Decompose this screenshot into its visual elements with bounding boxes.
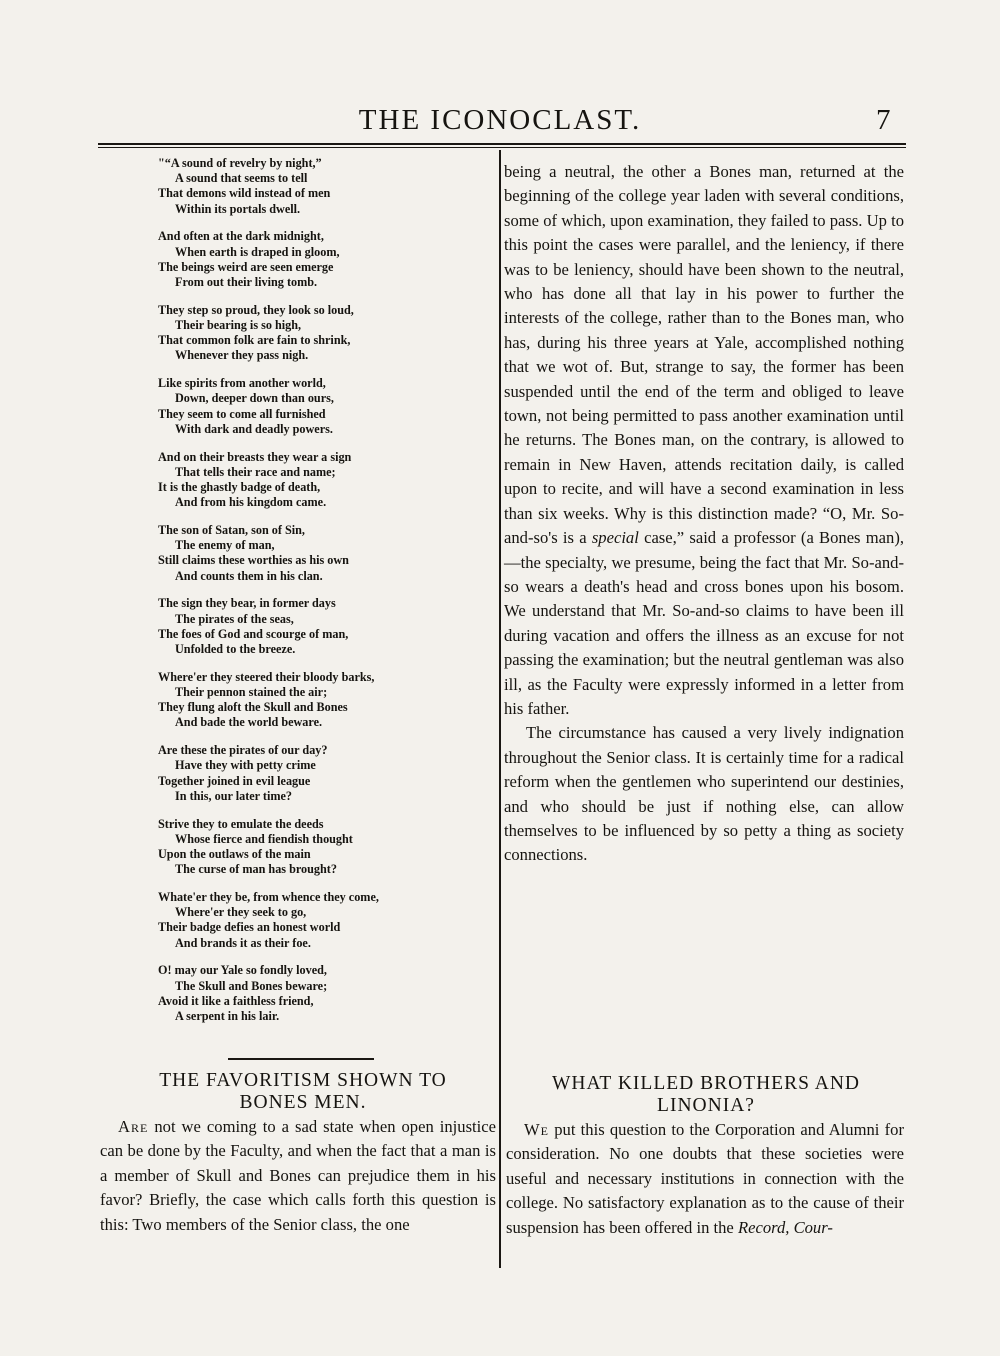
poem-stanza	[158, 523, 458, 584]
italic-text: Record, Cour-	[737, 1217, 833, 1237]
poem-line: Unfolded to the breeze.	[175, 642, 296, 657]
poem-line: In this, our later time?	[175, 788, 293, 803]
poem-line: Strive they to emulate the deeds	[158, 816, 324, 831]
poem-line: Still claims these worthies as his own	[158, 553, 349, 568]
poem-line: It is the ghastly badge of death,	[158, 480, 321, 495]
lead-word: Are	[118, 1117, 149, 1136]
poem-line: Whenever they pass nigh.	[175, 348, 309, 363]
poem-line: Together joined in evil league	[158, 773, 311, 788]
poem-line: That tells their race and name;	[175, 464, 336, 479]
poem-line: Within its portals dwell.	[175, 201, 301, 216]
poem-line: The son of Satan, son of Sin,	[158, 523, 305, 538]
poem-stanza	[158, 376, 458, 437]
article-continuation	[504, 160, 904, 868]
poem-line: Whate'er they be, from whence they come,	[158, 890, 379, 905]
poem-line: When earth is draped in gloom,	[175, 244, 340, 259]
poem-line: The sign they bear, in former days	[158, 596, 336, 611]
poem-line: Where'er they seek to go,	[175, 905, 307, 920]
section-divider	[228, 1058, 374, 1060]
poem-line: The enemy of man,	[175, 538, 275, 553]
poem-stanza	[158, 963, 458, 1024]
column-rule	[499, 150, 501, 1268]
poem-line: Where'er they steered their bloody barks,	[158, 669, 375, 684]
paragraph-text: being a neutral, the other a Bones man, returned at the beginning of the college year laden with several conditions, some of which, upon examination, they failed to pass. Up to this point the cases were parallel, and the leniency, if there was to be leniency, should have been shown to the neutral, who has done all that lay in his power to further the interests of the college, rather than to the Bones man, who has, during his three years at Yale, accomplished nothing that we wot of. But, strange to say, the former has been suspended until the end of the term and obliged to leave town, not being permitted to pass another examination until he returns. The Bones man, on the contrary, is allowed to remain in New Haven, attends recitation daily, is called upon to recite, and will have a second examination in less than six weeks. Why is this distinction made? “O, Mr. So-and-so's is a	[504, 162, 904, 548]
heading-line: WHAT KILLED BROTHERS AND	[551, 1073, 860, 1094]
italic-text: special	[591, 528, 639, 548]
poem-line: They flung aloft the Skull and Bones	[158, 700, 348, 715]
poem-line: And often at the dark midnight,	[158, 229, 324, 244]
poem-stanza	[158, 817, 458, 878]
poem-line: From out their living tomb.	[175, 275, 318, 290]
poem-line: Upon the outlaws of the main	[158, 847, 311, 862]
heading-line: LINONIA?	[657, 1095, 755, 1116]
article-body-favoritism	[100, 1115, 496, 1237]
poem-line: Their badge defies an honest world	[158, 920, 341, 935]
poem-stanza	[158, 303, 458, 364]
poem-line: And on their breasts they wear a sign	[158, 449, 352, 464]
poem-line: Avoid it like a faithless friend,	[158, 993, 314, 1008]
poem-stanza	[158, 450, 458, 511]
poem-line: Their pennon stained the air;	[175, 685, 328, 700]
poem-line: Whose fierce and fiendish thought	[175, 831, 353, 846]
poem-line: The foes of God and scourge of man,	[158, 626, 349, 641]
paragraph-text: case,” said a professor (a Bones man),—the specialty, we presume, being the fact that Mr. So-and-so wears a death's head and cross bones upon his bosom. We understand that Mr. So-and-so claims to have been ill during vacation and offers the illness as an excuse for not passing the examination; but the neutral gentleman was also ill, as the Faculty were expressly informed in a letter from his father.	[504, 528, 904, 718]
poem-stanza	[158, 596, 458, 657]
paragraph	[506, 1118, 904, 1240]
poem-line: A sound that seems to tell	[175, 171, 308, 186]
paragraph	[504, 160, 904, 721]
paragraph-text: put this question to the Corporation and Alumni for consideration. No one doubts that these societies were useful and necessary institutions in connection with the college. No satisfactory explanation as to the cause of their suspension has been offered in the	[506, 1120, 904, 1237]
poem-line: They step so proud, they look so loud,	[158, 302, 354, 317]
poem-line: The Skull and Bones beware;	[175, 978, 328, 993]
lead-word: We	[524, 1120, 549, 1139]
header-rule	[98, 143, 906, 148]
article-body-linonia	[506, 1118, 904, 1240]
paragraph	[100, 1115, 496, 1237]
poem-line: Have they with petty crime	[175, 758, 316, 773]
poem-line: Are these the pirates of our day?	[158, 743, 328, 758]
poem-line: The beings weird are seen emerge	[158, 259, 334, 274]
poem-stanza	[158, 743, 458, 804]
poem-line: And counts them in his clan.	[175, 568, 323, 583]
page-title: THE ICONOCLAST.	[358, 104, 642, 136]
poem-line: That common folk are fain to shrink,	[158, 333, 351, 348]
poem-line: Down, deeper down than ours,	[175, 391, 334, 406]
poem-line: The curse of man has brought?	[175, 862, 337, 877]
article-heading-favoritism	[108, 1070, 498, 1114]
poem-stanza	[158, 890, 458, 951]
article-heading-linonia	[506, 1073, 906, 1117]
poem-line: And from his kingdom came.	[175, 495, 327, 510]
paragraph-text: not we coming to a sad state when open injustice can be done by the Faculty, and when the fact that a man is a member of Skull and Bones can prejudice them in his favor? Briefly, the case which calls forth this question is this: Two members of the Senior class, the one	[100, 1117, 496, 1234]
poem	[158, 156, 458, 1037]
poem-line: The pirates of the seas,	[175, 611, 294, 626]
poem-line: They seem to come all furnished	[158, 406, 326, 421]
poem-line: That demons wild instead of men	[158, 186, 331, 201]
poem-line: Their bearing is so high,	[175, 318, 302, 333]
poem-line: Like spirits from another world,	[158, 376, 326, 391]
poem-line: A serpent in his lair.	[175, 1009, 280, 1024]
paragraph: The circumstance has caused a very lively indignation throughout the Senior class. It is certainly time for a radical reform when the gentlemen who superintend our destinies, and who should be just if nothing else, can allow themselves to be influenced by so petty a thing as society connections.	[504, 723, 904, 865]
poem-line: And bade the world beware.	[175, 715, 323, 730]
heading-line: BONES MEN.	[239, 1092, 367, 1113]
poem-stanza	[158, 156, 458, 217]
poem-line: O! may our Yale so fondly loved,	[158, 963, 327, 978]
poem-stanza	[158, 670, 458, 731]
poem-line: "“A sound of revelry by night,”	[158, 156, 322, 170]
page-number: 7	[876, 104, 891, 136]
poem-line: And brands it as their foe.	[175, 935, 311, 950]
poem-line: With dark and deadly powers.	[175, 421, 333, 436]
heading-line: THE FAVORITISM SHOWN TO	[159, 1070, 447, 1091]
poem-stanza	[158, 229, 458, 290]
